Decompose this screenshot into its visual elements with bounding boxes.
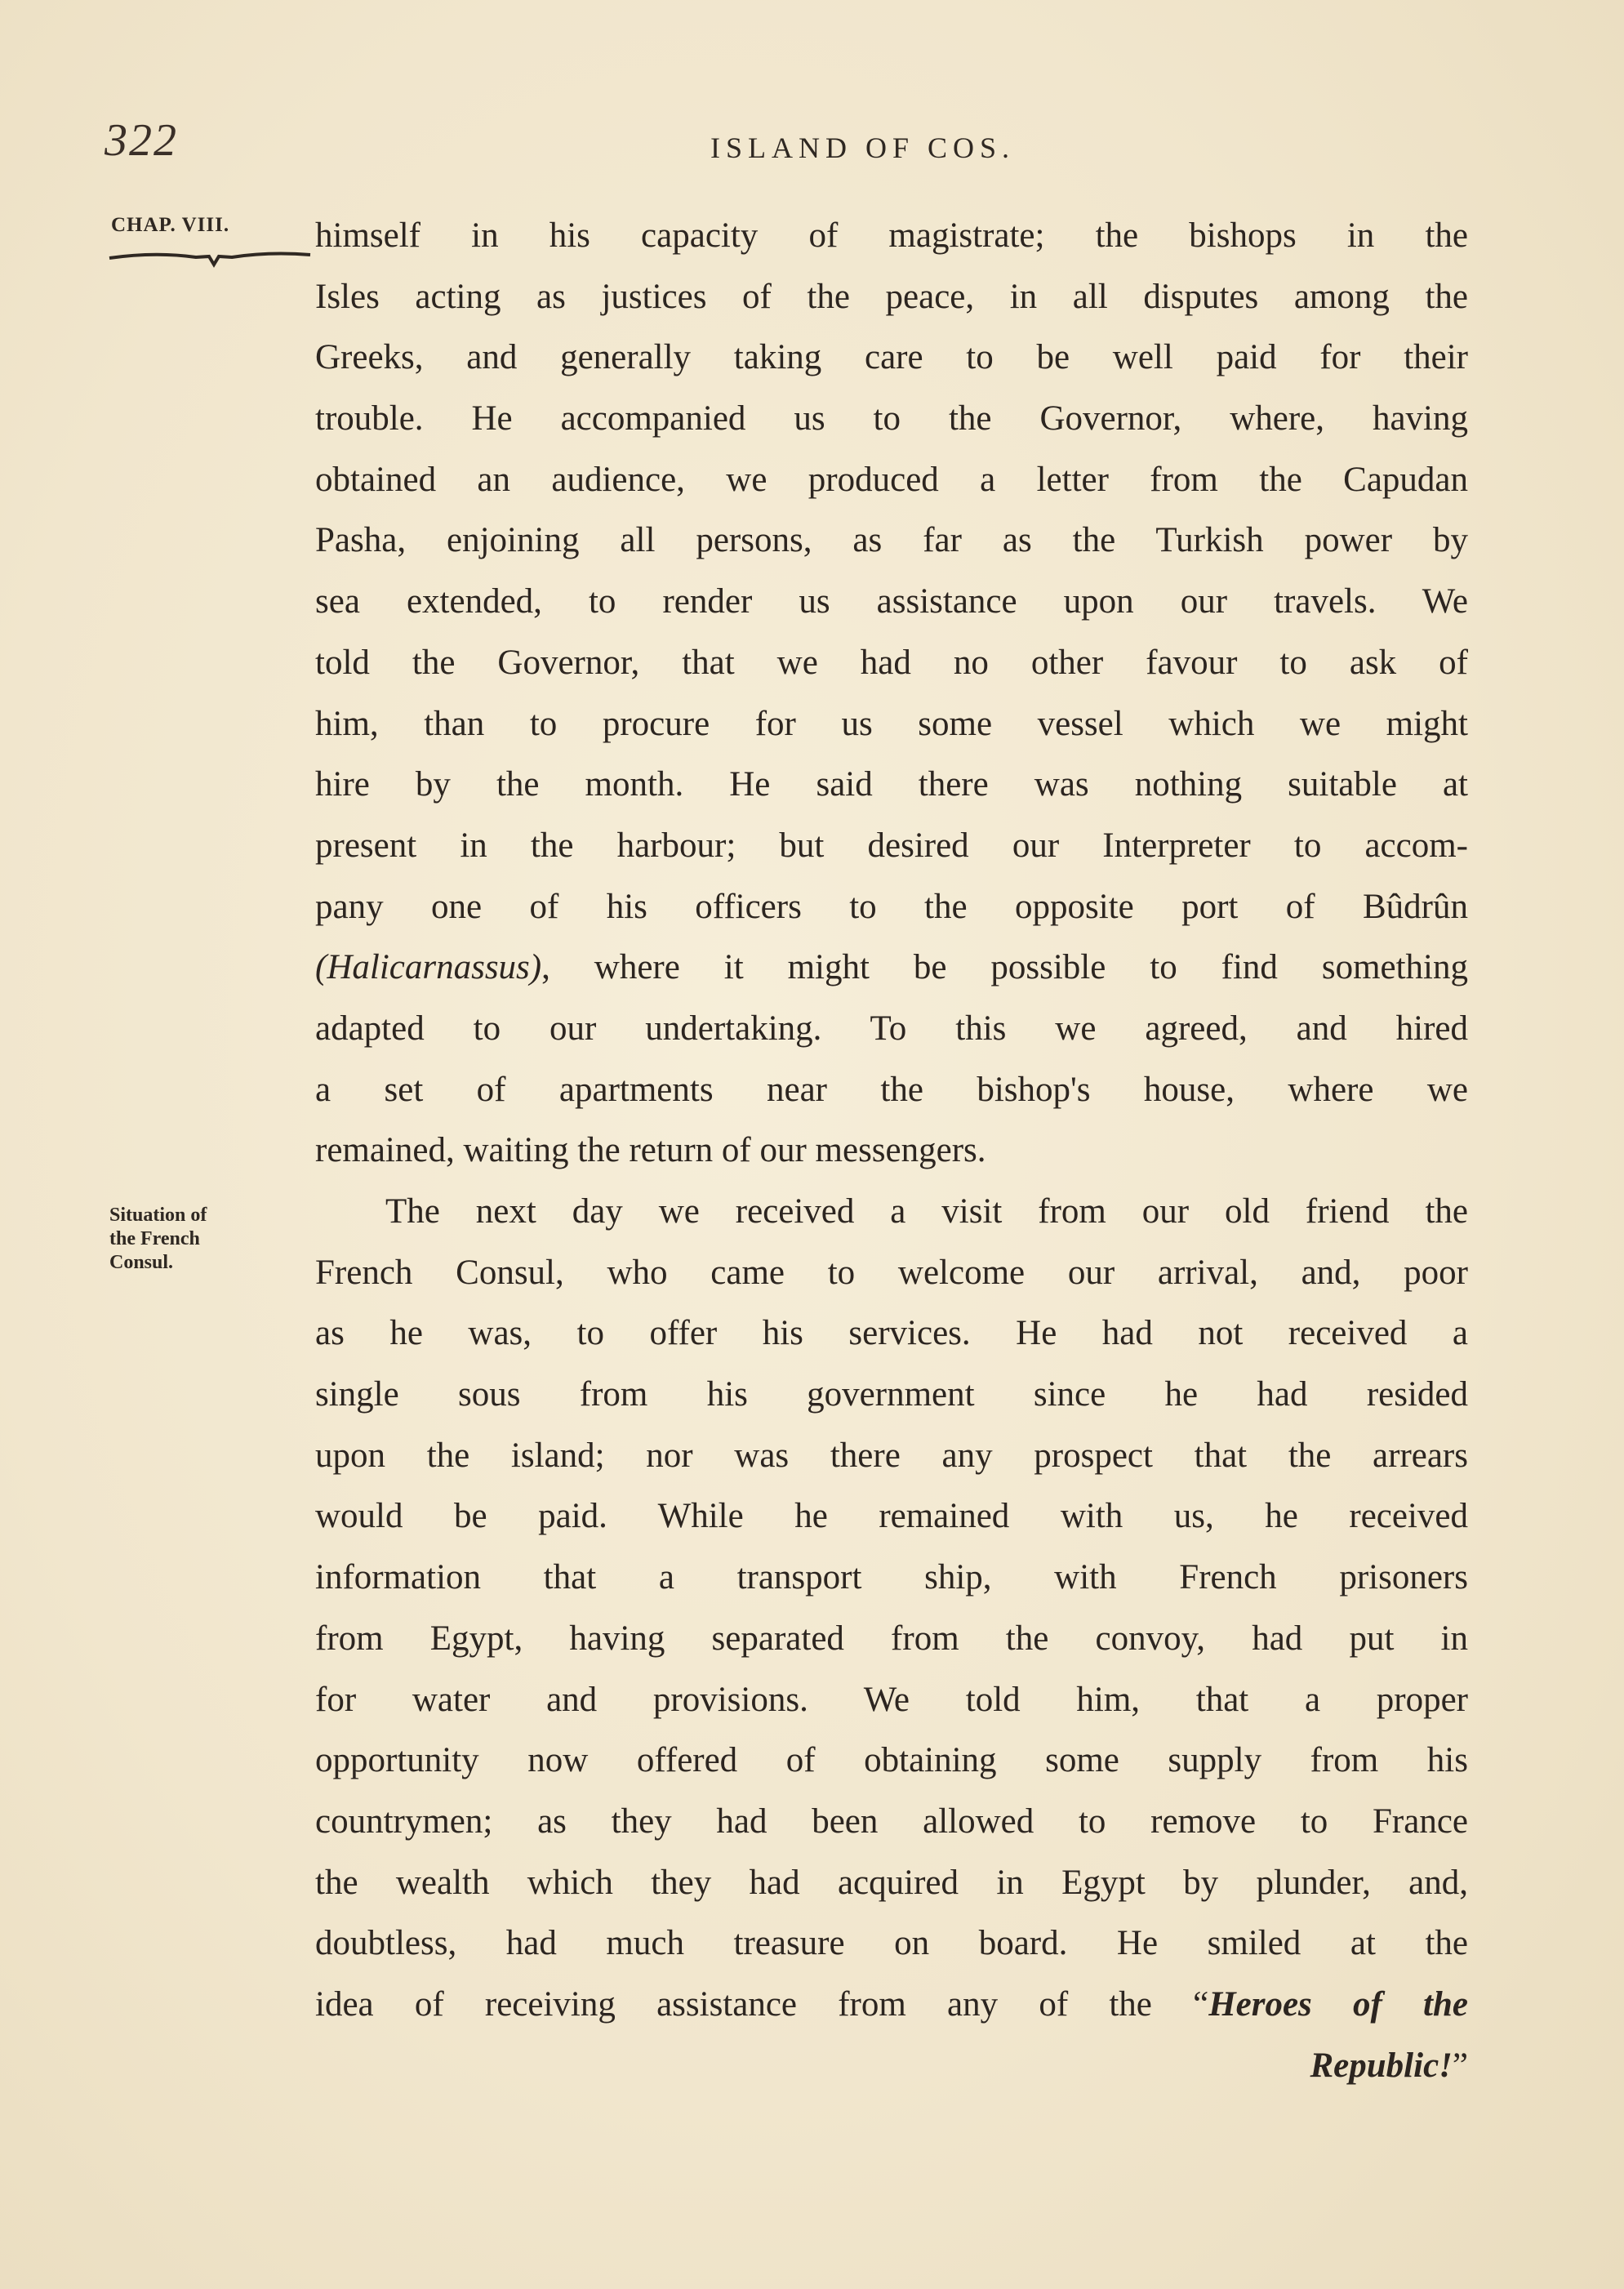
text-line: adapted to our undertaking. To this we agreed, and hired [315,1009,1468,1048]
text-line: would be paid. While he remained with us, he received [315,1497,1468,1536]
body-text [315,206,1468,2096]
page-number: 322 [105,115,178,166]
text-line: French Consul, who came to welcome our arrival, and, poor [315,1253,1468,1292]
text-line: him, than to procure for us some vessel which we might [315,704,1468,743]
text-line: told the Governor, that we had no other favour to ask of [315,643,1468,682]
text-line: opportunity now offered of obtaining some supply from his [315,1741,1468,1780]
text-line: sea extended, to render us assistance upon our travels. We [315,582,1468,621]
closing-quote: ” [1452,2046,1468,2085]
text-line: present in the harbour; but desired our Interpreter to accom- [315,826,1468,865]
text-line: countrymen; as they had been allowed to remove to France [315,1801,1468,1841]
text-line: the wealth which they had acquired in Egypt by plunder, and, [315,1863,1468,1902]
text-fragment: , where it might be possible to find something [541,948,1468,987]
chapter-rule-ornament [106,247,314,271]
text-line: obtained an audience, we produced a letter from the Capudan [315,460,1468,499]
text-fragment: idea of receiving assistance from any of the “ [315,1984,1209,2024]
text-line: pany one of his officers to the opposite port of Bûdrûn [315,887,1468,926]
text-line: Isles acting as justices of the peace, in all disputes among the [315,277,1468,316]
text-line: hire by the month. He said there was nothing suitable at [315,765,1468,804]
chapter-label: CHAP. VIII. [111,214,230,236]
italic-quote-end: Republic! [1310,2046,1453,2085]
text-line: a set of apartments near the bishop's house, where we [315,1070,1468,1109]
text-line: upon the island; nor was there any prospect that the arrears [315,1436,1468,1475]
text-line: Greeks, and generally taking care to be well paid for their [315,338,1468,377]
margin-note-line: Situation of [109,1205,207,1226]
text-line: as he was, to offer his services. He had not received a [315,1314,1468,1353]
margin-note-french-consul [109,1204,273,1275]
text-line [315,1975,1468,2036]
text-line: himself in his capacity of magistrate; the bishops in the [315,216,1468,255]
italic-place-name: (Halicarnassus) [315,948,542,987]
text-line: trouble. He accompanied us to the Governor, where, having [315,399,1468,439]
margin-note-line: Consul. [109,1252,174,1273]
text-line: from Egypt, having separated from the convoy, had put in [315,1619,1468,1658]
italic-quote: Heroes of the [1208,1984,1468,2024]
text-line: information that a transport ship, with French prisoners [315,1558,1468,1597]
paragraph-start-line: The next day we received a visit from our old friend the [385,1192,1468,1231]
paragraph-end-line: remained, waiting the return of our messengers. [315,1131,986,1170]
text-line: Pasha, enjoining all persons, as far as the Turkish power by [315,521,1468,560]
text-line: single sous from his government since he had resided [315,1375,1468,1414]
text-line [315,937,1468,999]
text-line: doubtless, had much treasure on board. He smiled at the [315,1924,1468,1963]
text-line: for water and provisions. We told him, that a proper [315,1680,1468,1719]
final-line [315,2036,1468,2097]
running-title: ISLAND OF COS. [710,131,1016,164]
margin-note-line: the French [109,1228,200,1249]
